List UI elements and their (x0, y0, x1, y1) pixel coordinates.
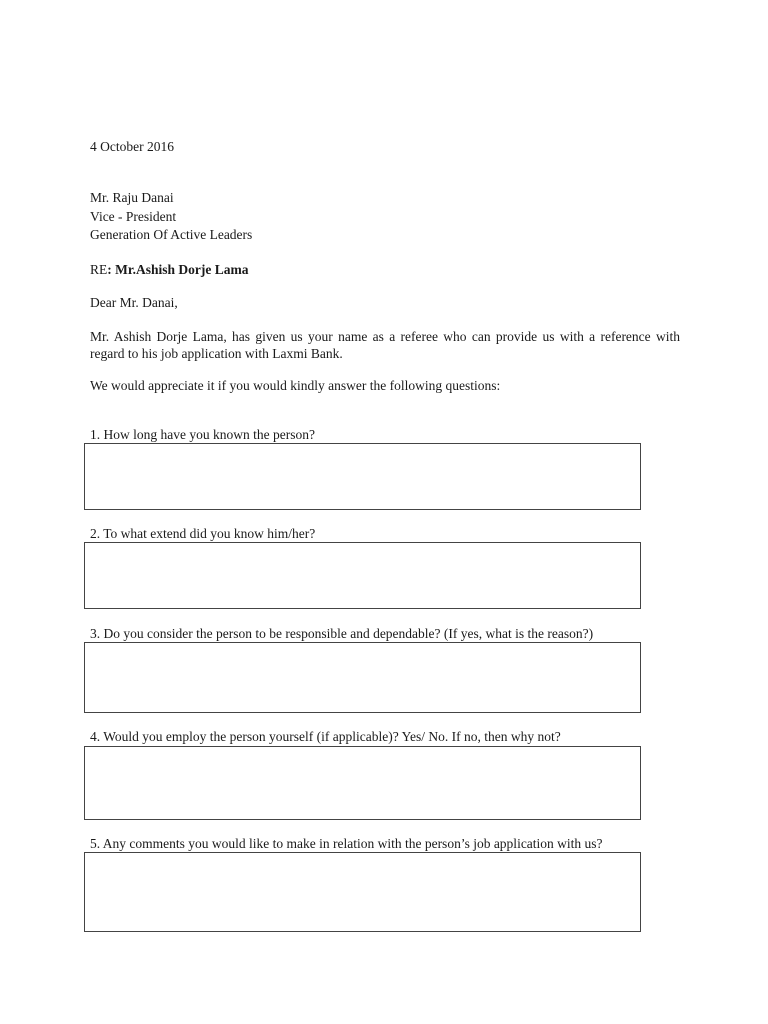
intro-line-1: Mr. Ashish Dorje Lama, has given us your name as a referee who can provide us with a reference with (90, 329, 680, 344)
re-line (90, 261, 249, 279)
question-1-label: 1. How long have you known the person? (90, 427, 315, 442)
recipient-name: Mr. Raju Danai (90, 190, 174, 205)
question-2-label: 2. To what extend did you know him/her? (90, 526, 316, 541)
recipient-title: Vice - President (90, 209, 177, 224)
salutation: Dear Mr. Danai, (90, 295, 178, 310)
question-3-label: 3. Do you consider the person to be responsible and dependable? (If yes, what is the reason?) (90, 626, 594, 641)
question-3-answer-box[interactable] (84, 642, 641, 713)
re-prefix: RE (90, 262, 108, 277)
question-2-answer-box[interactable] (84, 542, 641, 609)
question-5-answer-box[interactable] (84, 852, 641, 932)
question-4-label: 4. Would you employ the person yourself (if applicable)? Yes/ No. If no, then why not? (90, 729, 561, 744)
letter-date: 4 October 2016 (90, 139, 174, 154)
recipient-organization: Generation Of Active Leaders (90, 227, 253, 242)
re-subject-name: : Mr.Ashish Dorje Lama (107, 262, 249, 277)
question-4-answer-box[interactable] (84, 746, 641, 820)
intro-line-2: regard to his job application with Laxmi Bank. (90, 346, 343, 361)
question-5-label: 5. Any comments you would like to make in relation with the person’s job application with us? (90, 836, 603, 851)
question-1-answer-box[interactable] (84, 443, 641, 510)
request-text: We would appreciate it if you would kindly answer the following questions: (90, 378, 501, 393)
